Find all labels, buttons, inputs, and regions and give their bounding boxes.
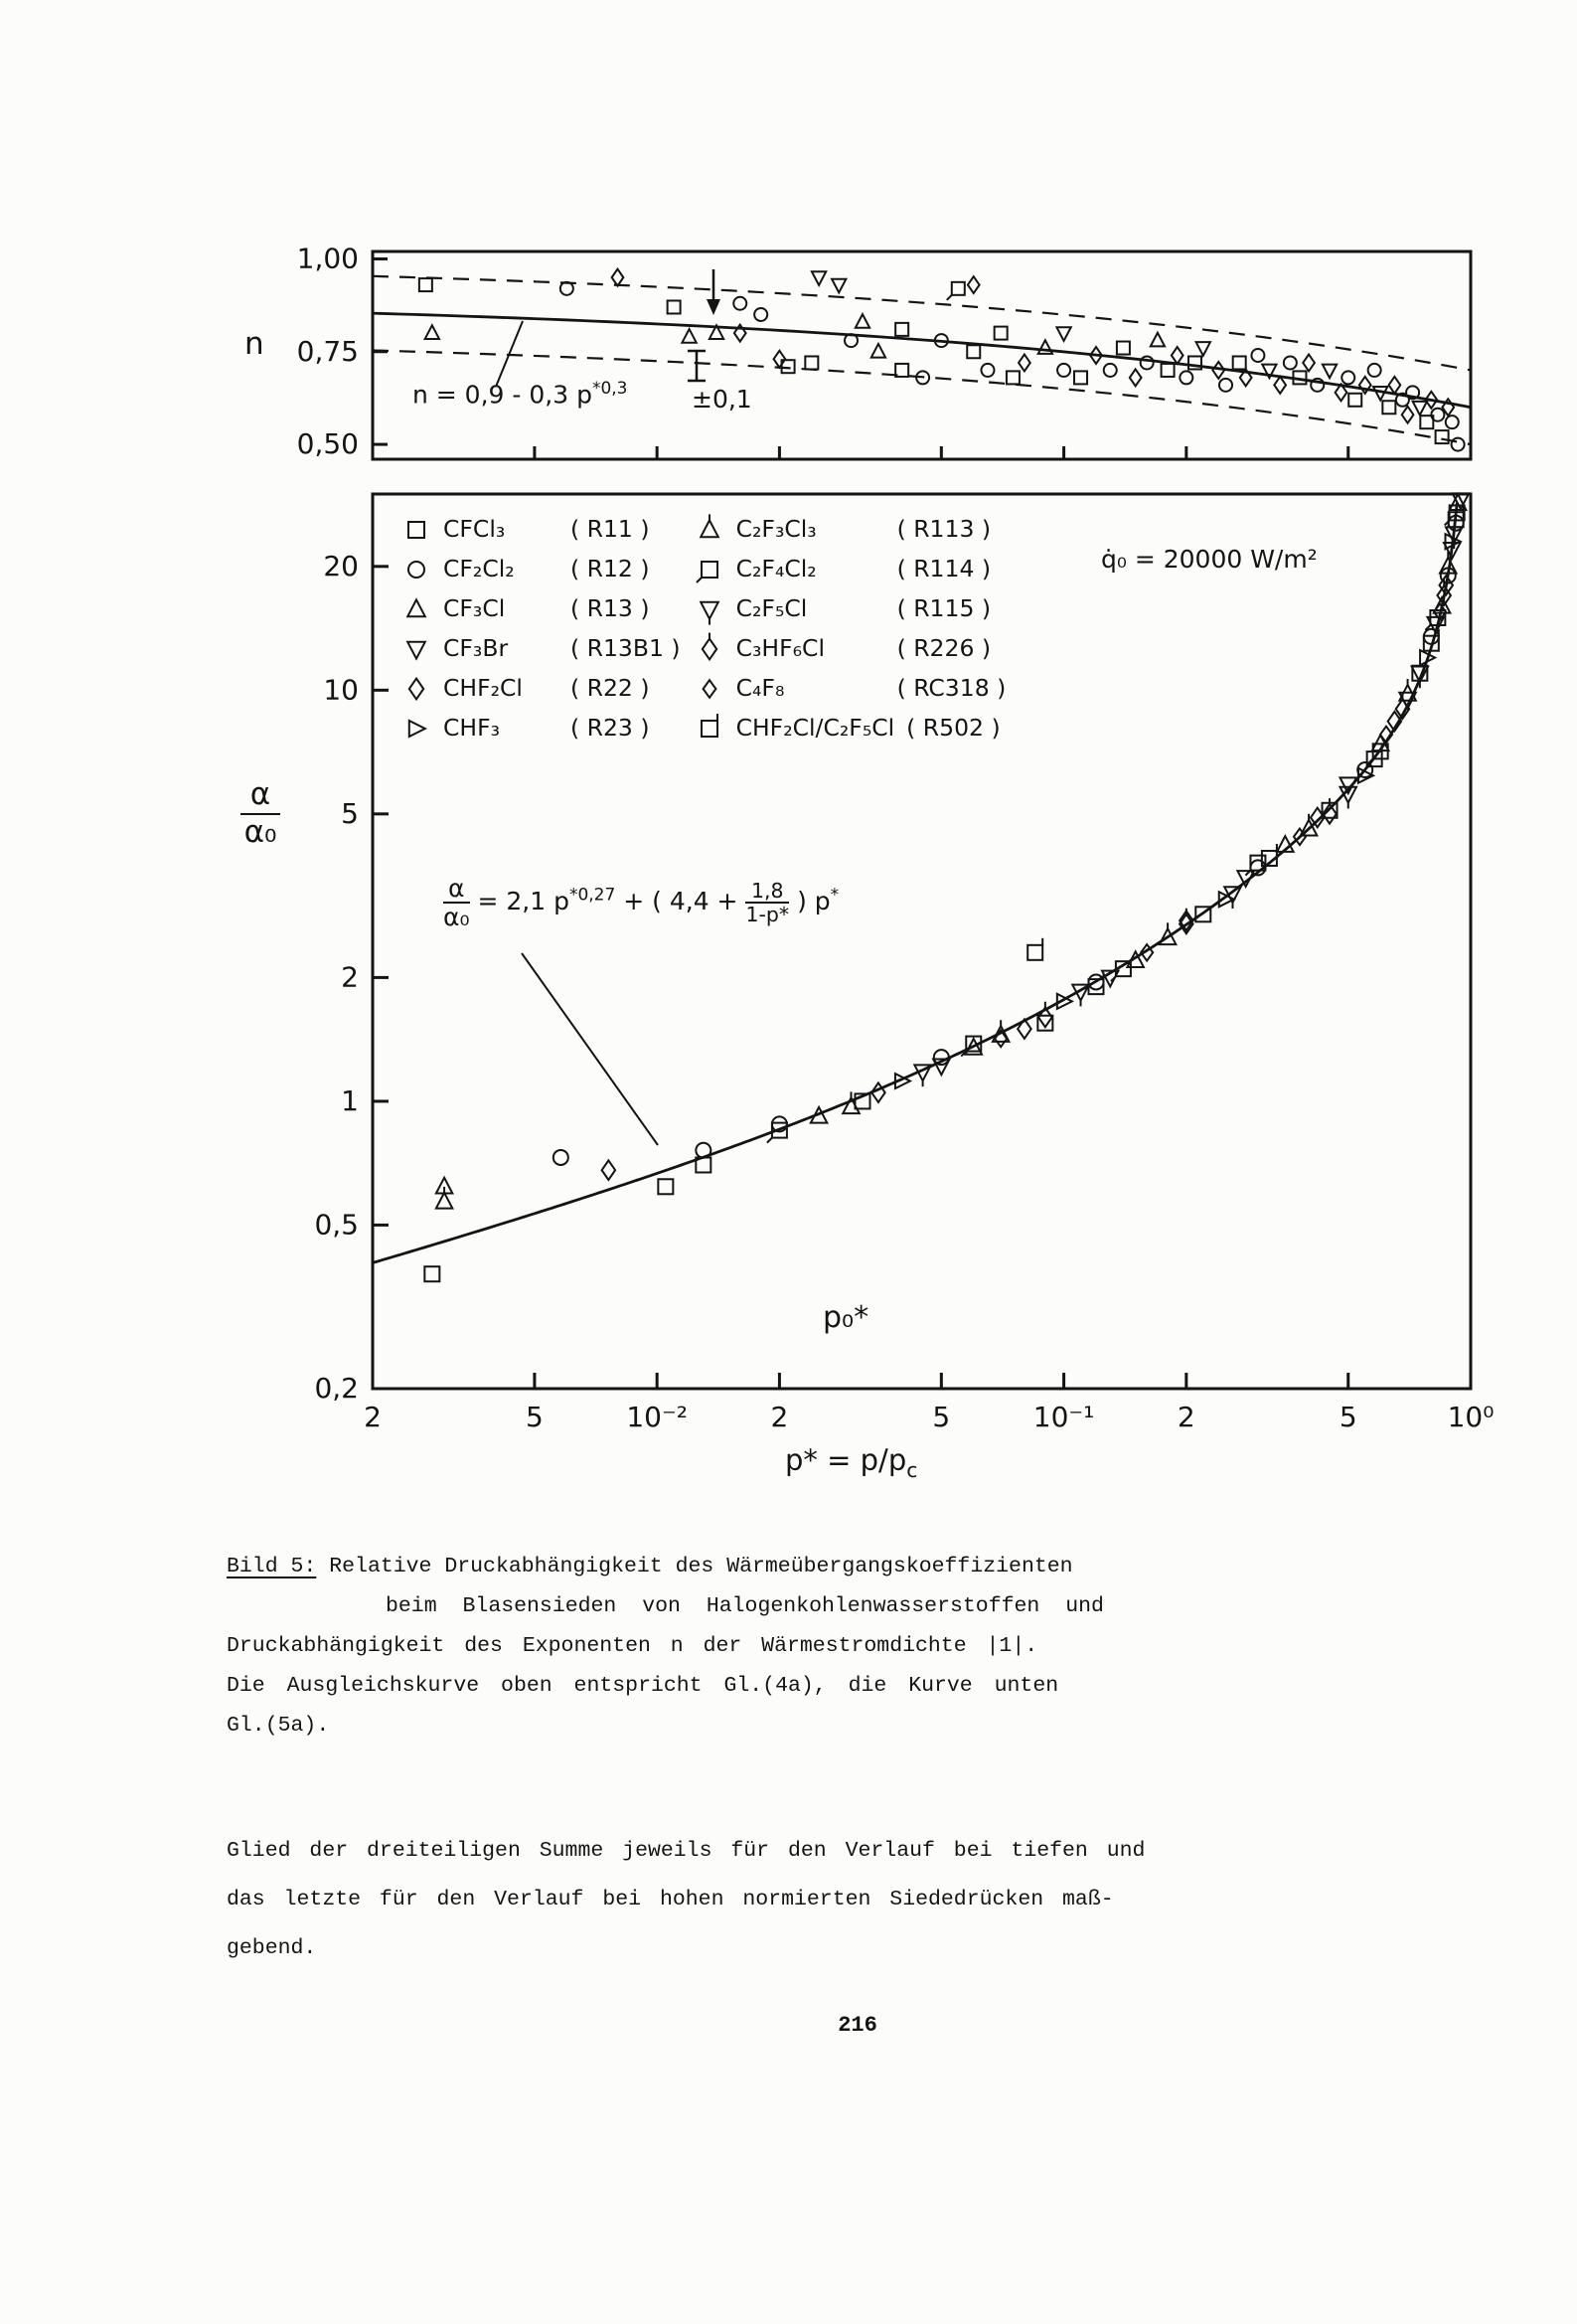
formula-tail: ) p: [789, 887, 831, 915]
legend-symbol-square-tick-icon: [695, 554, 724, 583]
caption-label: Bild 5:: [227, 1555, 317, 1578]
point-triangle-up: [425, 325, 439, 339]
point-circle: [754, 308, 767, 321]
point-triangle-down: [1323, 365, 1337, 379]
x-tick-label: 5: [932, 1401, 951, 1433]
point-triangle-down: [812, 271, 826, 285]
series-RC318: [995, 603, 1446, 1047]
legend-name: CFCl₃: [443, 515, 506, 543]
legend-item-R226: [695, 633, 1007, 663]
legend-code: ( R12 ): [570, 555, 650, 582]
top-fit-formula: [412, 379, 627, 409]
legend-name: C₂F₃Cl₃: [735, 515, 817, 543]
y-tick-label: 2: [341, 960, 359, 994]
legend-item-R115: [695, 593, 1007, 623]
legend-item-R113: [695, 514, 1007, 544]
legend-code: ( R502 ): [906, 714, 1001, 742]
legend-symbol-triangle-up-tick-icon: [695, 514, 724, 544]
point-circle: [1446, 415, 1459, 428]
legend-symbol-circle-icon: [401, 554, 431, 583]
caption-line-2: beim Blasensieden von Halogenkohlenwasserstoffen und: [386, 1594, 1104, 1618]
point-diamond-small: [703, 680, 715, 698]
point-diamond: [1019, 355, 1030, 372]
caption-text-1: Relative Druckabhängigkeit des Wärmeübergangskoeffizienten: [329, 1555, 1073, 1578]
series-R226: [1038, 580, 1451, 1027]
point-square: [1348, 394, 1361, 407]
point-triangle-up: [871, 344, 885, 358]
legend-code: ( R115 ): [896, 594, 992, 622]
p0-annotation: p₀*: [823, 1300, 869, 1335]
caption-line-4: Die Ausgleichskurve oben entspricht Gl.(4a), die Kurve unten: [227, 1674, 1059, 1698]
point-diamond: [1389, 377, 1401, 394]
point-square: [419, 278, 432, 291]
band-label: ±0,1: [692, 385, 752, 414]
x-tick-label: 5: [1339, 1401, 1357, 1433]
formula-mid: + ( 4,4 +: [615, 887, 746, 915]
legend-name: C₃HF₆Cl: [735, 634, 825, 662]
caption-line-3: Druckabhängigkeit des Exponenten n der Wärmestromdichte |1|.: [227, 1634, 1038, 1658]
formula-eq: = 2,1 p: [477, 887, 569, 915]
point-square: [1436, 430, 1449, 443]
figure-caption: [227, 1547, 1104, 1745]
y-tick-label: 0,50: [296, 427, 359, 461]
legend-symbol-square-icon: [401, 514, 431, 544]
point-triangle-right: [409, 721, 425, 737]
point-square-tick: [952, 282, 965, 295]
legend-symbol-triangle-down-icon: [401, 633, 431, 663]
legend-name: CF₃Br: [443, 634, 509, 662]
formula-exp1: *0,27: [568, 885, 616, 906]
legend-item-R114: [695, 554, 1007, 583]
legend-column-2: [695, 514, 1007, 743]
point-circle: [696, 1143, 710, 1158]
legend-code: ( R114 ): [896, 555, 992, 582]
series-R13B1: [933, 493, 1469, 1075]
point-triangle-up-tick: [436, 1193, 453, 1209]
formula-exp2: *: [830, 885, 840, 906]
point-square-stem: [1027, 945, 1042, 960]
y-tick-label: 0,2: [314, 1372, 359, 1405]
formula-pointer-line: [522, 953, 658, 1145]
point-circle: [553, 1150, 568, 1165]
legend-code: ( R23 ): [570, 714, 650, 742]
point-square: [1382, 401, 1395, 414]
point-circle: [733, 297, 746, 310]
point-circle: [560, 282, 573, 295]
point-diamond: [1130, 369, 1142, 386]
point-square: [995, 327, 1008, 340]
legend-name: CF₃Cl: [443, 594, 506, 622]
point-square: [424, 1266, 439, 1281]
frac-den: 1-p*: [745, 903, 790, 926]
legend: [401, 514, 1006, 743]
legend-code: ( R113 ): [896, 515, 992, 543]
legend-item-R23: [401, 713, 681, 743]
point-square: [658, 1179, 673, 1194]
paragraph-line-2: das letzte für den Verlauf bei hohen normierten Siededrücken maß-: [227, 1888, 1114, 1911]
point-circle: [1057, 364, 1070, 377]
point-diamond: [968, 276, 980, 293]
caption-line-1: [227, 1547, 1104, 1586]
point-circle: [1452, 438, 1465, 451]
point-triangle-down: [407, 642, 425, 659]
lhs-fraction: [443, 875, 470, 930]
x-tick-label: 5: [526, 1401, 544, 1433]
point-circle: [1284, 356, 1297, 369]
point-triangle-down: [1196, 342, 1210, 356]
point-diamond-tick: [702, 639, 715, 660]
legend-symbol-diamond-small-icon: [695, 673, 724, 703]
x-tick-label: 2: [1177, 1401, 1195, 1433]
legend-symbol-triangle-right-icon: [401, 713, 431, 743]
legend-symbol-triangle-up-icon: [401, 593, 431, 623]
legend-column-1: [401, 514, 681, 743]
point-circle: [1104, 364, 1117, 377]
ylabel-denominator: α₀: [243, 813, 277, 850]
legend-name: C₄F₈: [735, 674, 785, 702]
point-square: [408, 522, 424, 538]
point-circle: [408, 562, 424, 578]
point-square: [1117, 342, 1130, 355]
top-chart: [296, 242, 1471, 461]
paragraph-line-3: gebend.: [227, 1936, 317, 1960]
y-tick-label: 10: [323, 673, 359, 707]
legend-symbol-diamond-icon: [401, 673, 431, 703]
legend-code: ( R13B1 ): [570, 634, 681, 662]
legend-name: CHF₂Cl/C₂F₅Cl: [735, 714, 895, 742]
point-square: [1233, 356, 1246, 369]
body-paragraph: [227, 1827, 1145, 1973]
x-axis-title-sub: c: [906, 1457, 918, 1482]
y-tick-label: 0,75: [296, 334, 359, 368]
legend-item-R502: [695, 713, 1007, 743]
legend-code: ( R13 ): [570, 594, 650, 622]
legend-name: CHF₂Cl: [443, 674, 523, 702]
x-axis-title: [785, 1443, 917, 1482]
point-diamond: [1274, 377, 1286, 394]
point-diamond: [1402, 407, 1414, 423]
page-number: 216: [838, 2013, 877, 2038]
legend-name: C₂F₅Cl: [735, 594, 808, 622]
lhs-num: α: [448, 874, 465, 903]
x-tick-label: 2: [364, 1401, 382, 1433]
series-R502: [1027, 505, 1463, 994]
point-triangle-down: [1413, 402, 1427, 415]
series-R11: [424, 666, 1427, 1282]
point-square: [805, 356, 818, 369]
y-tick-label: 1,00: [296, 242, 359, 275]
legend-item-R13: [401, 593, 681, 623]
y-tick-label: 5: [341, 796, 359, 830]
ylabel-numerator: α: [249, 776, 271, 812]
point-circle: [981, 364, 994, 377]
point-circle: [1141, 356, 1154, 369]
point-triangle-down: [832, 279, 846, 293]
y-tick-label: 20: [323, 549, 359, 582]
point-circle: [1180, 371, 1192, 384]
point-triangle-down: [1056, 327, 1070, 341]
point-circle: [1219, 379, 1232, 392]
point-circle: [1341, 371, 1354, 384]
point-triangle-up: [407, 599, 425, 616]
formula-base: n = 0,9 - 0,3 p: [412, 380, 592, 410]
point-triangle-up: [856, 314, 869, 328]
legend-name: CF₂Cl₂: [443, 555, 515, 582]
point-square: [1162, 364, 1175, 377]
point-diamond: [602, 1160, 616, 1180]
point-square-tick: [702, 562, 717, 578]
point-tick: [767, 1138, 772, 1143]
x-tick-label: 10⁻²: [626, 1401, 688, 1433]
point-diamond: [1303, 355, 1315, 372]
paragraph-line-1: Glied der dreiteiligen Summe jeweils für den Verlauf bei tiefen und: [227, 1839, 1146, 1863]
point-triangle-up-tick: [701, 520, 718, 537]
frac-num: 1,8: [750, 878, 784, 903]
legend-item-R12: [401, 554, 681, 583]
legend-symbol-square-stem-icon: [695, 713, 724, 743]
point-triangle-down-tick: [701, 602, 718, 619]
legend-item-RC318: [695, 673, 1007, 703]
bottom-fit-formula: [443, 875, 839, 930]
point-triangle-up: [1038, 340, 1052, 354]
y-tick-label: 1: [341, 1083, 359, 1117]
x-tick-label: 2: [770, 1401, 789, 1433]
point-square: [895, 323, 908, 336]
y-tick-label: 0,5: [314, 1208, 359, 1242]
x-axis-title-main: p* = p/p: [785, 1443, 907, 1477]
point-circle: [1251, 349, 1264, 362]
legend-name: C₂F₄Cl₂: [735, 555, 817, 582]
heat-flux-label: q̇₀ = 20000 W/m²: [1101, 545, 1318, 574]
arrow-head: [707, 299, 720, 315]
point-diamond: [612, 269, 624, 286]
inner-fraction: [745, 880, 789, 925]
point-square-stem: [702, 721, 717, 737]
point-tick: [947, 295, 952, 300]
legend-code: ( R22 ): [570, 674, 650, 702]
point-diamond: [1172, 347, 1183, 364]
legend-item-R11: [401, 514, 681, 544]
point-square: [1007, 371, 1020, 384]
x-tick-label: 10⁻¹: [1032, 1401, 1095, 1433]
point-circle: [1368, 364, 1381, 377]
point-triangle-up: [1151, 333, 1165, 347]
legend-symbol-diamond-tick-icon: [695, 633, 724, 663]
point-square: [967, 345, 980, 358]
caption-line-5: Gl.(5a).: [227, 1714, 330, 1738]
formula-pointer-line: [496, 321, 523, 387]
point-square: [1074, 371, 1087, 384]
top-chart-ylabel: n: [244, 326, 264, 362]
point-tick: [697, 578, 702, 582]
point-triangle-up: [682, 329, 696, 343]
legend-item-R13B1: [401, 633, 681, 663]
legend-name: CHF₃: [443, 714, 501, 742]
formula-exponent: *0,3: [591, 379, 628, 399]
x-tick-label: 10⁰: [1447, 1401, 1495, 1433]
legend-code: ( R11 ): [570, 515, 650, 543]
point-diamond: [409, 679, 423, 700]
bottom-chart-ylabel: [235, 777, 286, 850]
legend-code: ( R226 ): [896, 634, 992, 662]
point-square: [668, 300, 681, 313]
legend-symbol-triangle-down-tick-icon: [695, 593, 724, 623]
legend-item-R22: [401, 673, 681, 703]
legend-code: ( RC318 ): [896, 674, 1007, 702]
lhs-den: α₀: [443, 903, 470, 931]
